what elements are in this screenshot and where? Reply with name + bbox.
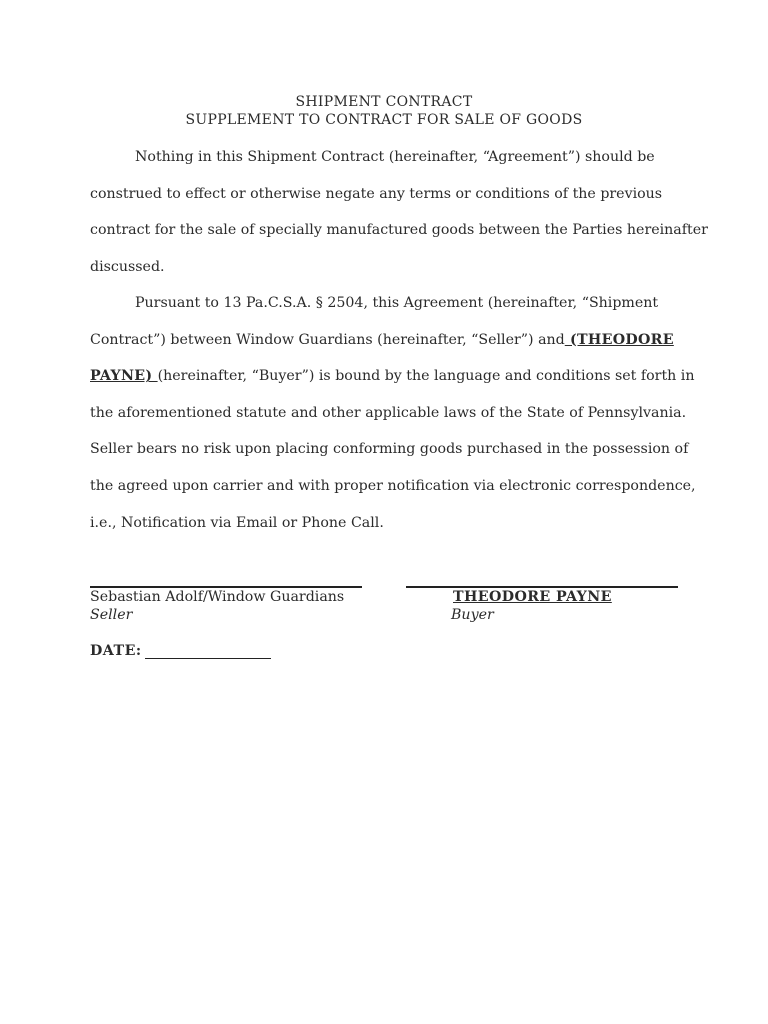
paragraph-line: contract for the sale of specially manufactured goods between the Parties hereinafter bbox=[90, 222, 708, 239]
buyer-signature-line bbox=[406, 586, 678, 588]
seller-signature-line bbox=[90, 586, 362, 588]
paragraph-line: Seller bears no risk upon placing conforming goods purchased in the possession of bbox=[90, 441, 689, 458]
seller-role: Seller bbox=[90, 607, 133, 623]
paragraph-line: PAYNE) (hereinafter, “Buyer”) is bound by the language and conditions set forth in bbox=[90, 368, 695, 385]
buyer-name-inline: PAYNE) bbox=[90, 368, 158, 385]
buyer-role: Buyer bbox=[451, 607, 494, 623]
paragraph-line: Pursuant to 13 Pa.C.S.A. § 2504, this Agreement (hereinafter, “Shipment bbox=[135, 295, 659, 311]
paragraph-line: construed to effect or otherwise negate any terms or conditions of the previous bbox=[90, 185, 663, 202]
paragraph-line: Nothing in this Shipment Contract (hereinafter, “Agreement”) should be bbox=[135, 149, 655, 165]
buyer-name-inline: (THEODORE bbox=[564, 331, 674, 348]
paragraph-pursuant bbox=[90, 285, 696, 541]
date-label: DATE: bbox=[90, 643, 142, 659]
paragraph-line: Contract”) between Window Guardians (hereinafter, “Seller”) and (THEODORE bbox=[90, 331, 674, 348]
document-subtitle: SUPPLEMENT TO CONTRACT FOR SALE OF GOODS bbox=[185, 112, 583, 128]
paragraph-agreement bbox=[90, 139, 708, 285]
document-title: SHIPMENT CONTRACT bbox=[295, 94, 473, 110]
date-line bbox=[145, 658, 271, 659]
paragraph-line: the agreed upon carrier and with proper notification via electronic correspondence, bbox=[90, 477, 696, 494]
buyer-name: THEODORE PAYNE bbox=[453, 589, 612, 605]
paragraph-line: the aforementioned statute and other applicable laws of the State of Pennsylvania. bbox=[90, 404, 687, 421]
seller-name: Sebastian Adolf/Window Guardians bbox=[90, 589, 345, 605]
paragraph-line: discussed. bbox=[90, 258, 165, 275]
paragraph-line: i.e., Notification via Email or Phone Call. bbox=[90, 514, 384, 531]
